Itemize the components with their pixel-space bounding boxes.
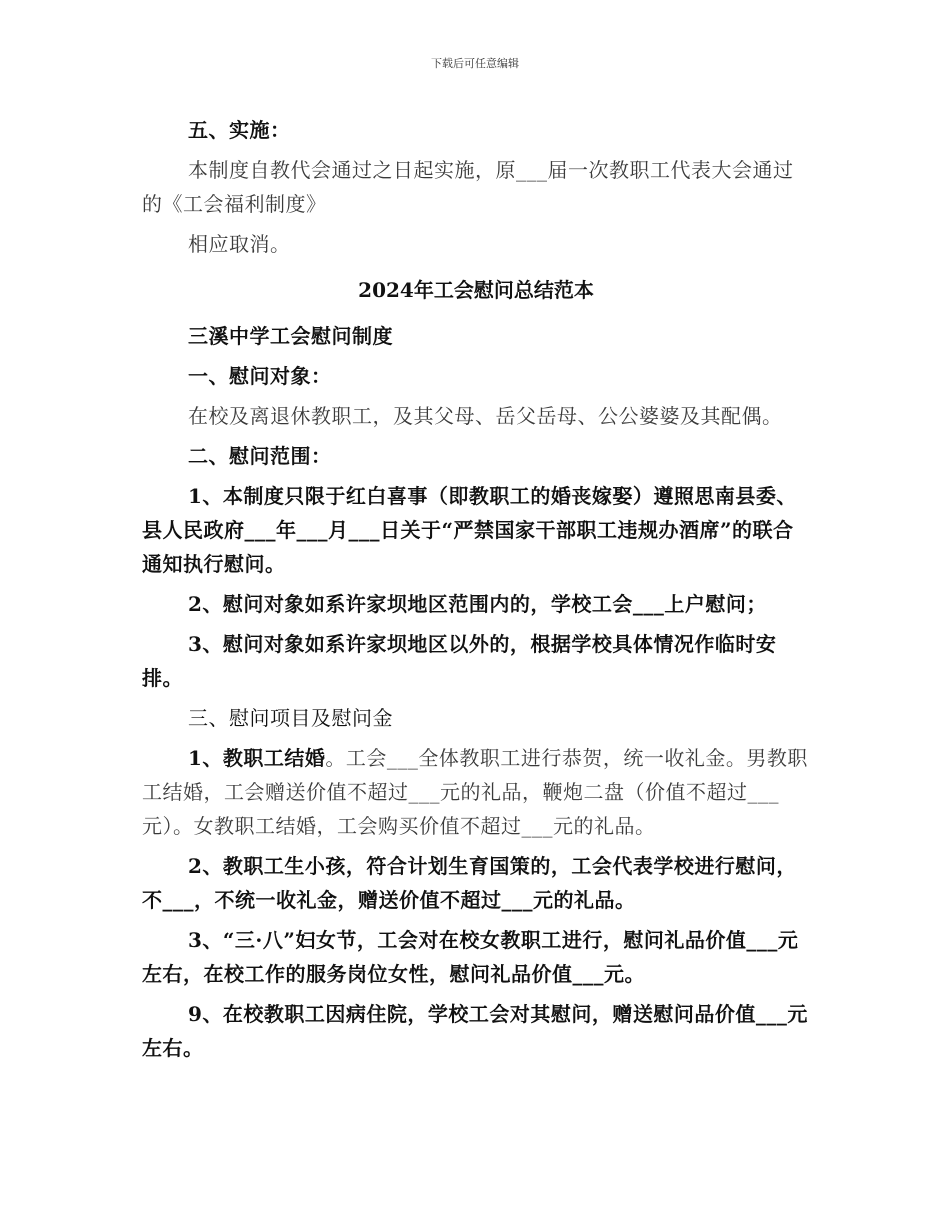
paragraph-targets: 在校及离退休教职工，及其父母、岳父岳母、公公婆婆及其配偶。 <box>188 404 783 428</box>
paragraph-implementation: 本制度自教代会通过之日起实施，原___届一次教职工代表大会通过的《工会福利制度》 <box>142 158 794 216</box>
section-heading-scope: 二、慰问范围： <box>188 444 332 468</box>
scope-rule-1: 1、本制度只限于红白喜事（即教职工的婚丧嫁娶）遵照思南县委、县人民政府___年___月___日关于“严禁国家干部职工违规办酒席”的联合通知执行慰问。 <box>142 484 797 576</box>
page-header-note: 下载后可任意编辑 <box>431 57 519 70</box>
section-heading-items: 三、慰问项目及慰问金 <box>188 706 393 730</box>
document-subtitle: 三溪中学工会慰问制度 <box>188 324 393 348</box>
paragraph-cancel: 相应取消。 <box>188 232 291 256</box>
scope-rule-2: 2、慰问对象如系许家坝地区范围内的，学校工会___上户慰问； <box>188 592 767 616</box>
scope-rule-3: 3、慰问对象如系许家坝地区以外的，根据学校具体情况作临时安排。 <box>142 632 777 690</box>
document-title: 2024年工会慰问总结范本 <box>358 278 594 302</box>
item-hospitalization: 9、在校教职工因病住院，学校工会对其慰问，赠送慰问品价值___元左右。 <box>142 1002 808 1060</box>
section-heading-targets: 一、慰问对象： <box>188 364 332 388</box>
item-womens-day: 3、“三·八”妇女节，工会对在校女教职工进行，慰问礼品价值___元左右，在校工作的服务岗位女性，慰问礼品价值___元。 <box>142 928 799 986</box>
item-wedding-lead: 1、教职工结婚 <box>188 746 326 770</box>
item-wedding <box>142 741 810 843</box>
item-childbirth: 2、教职工生小孩，符合计划生育国策的，工会代表学校进行慰问，不___，不统一收礼金，赠送价值不超过___元的礼品。 <box>142 854 797 912</box>
section-heading-implementation: 五、实施： <box>188 118 291 142</box>
item-wedding-rest: 。工会___全体教职工进行恭贺，统一收礼金。男教职工结婚，工会赠送价值不超过___元的礼品，鞭炮二盘（价值不超过___元）。女教职工结婚，工会购买价值不超过___元的礼品。 <box>142 746 808 838</box>
document-body <box>142 113 810 1071</box>
